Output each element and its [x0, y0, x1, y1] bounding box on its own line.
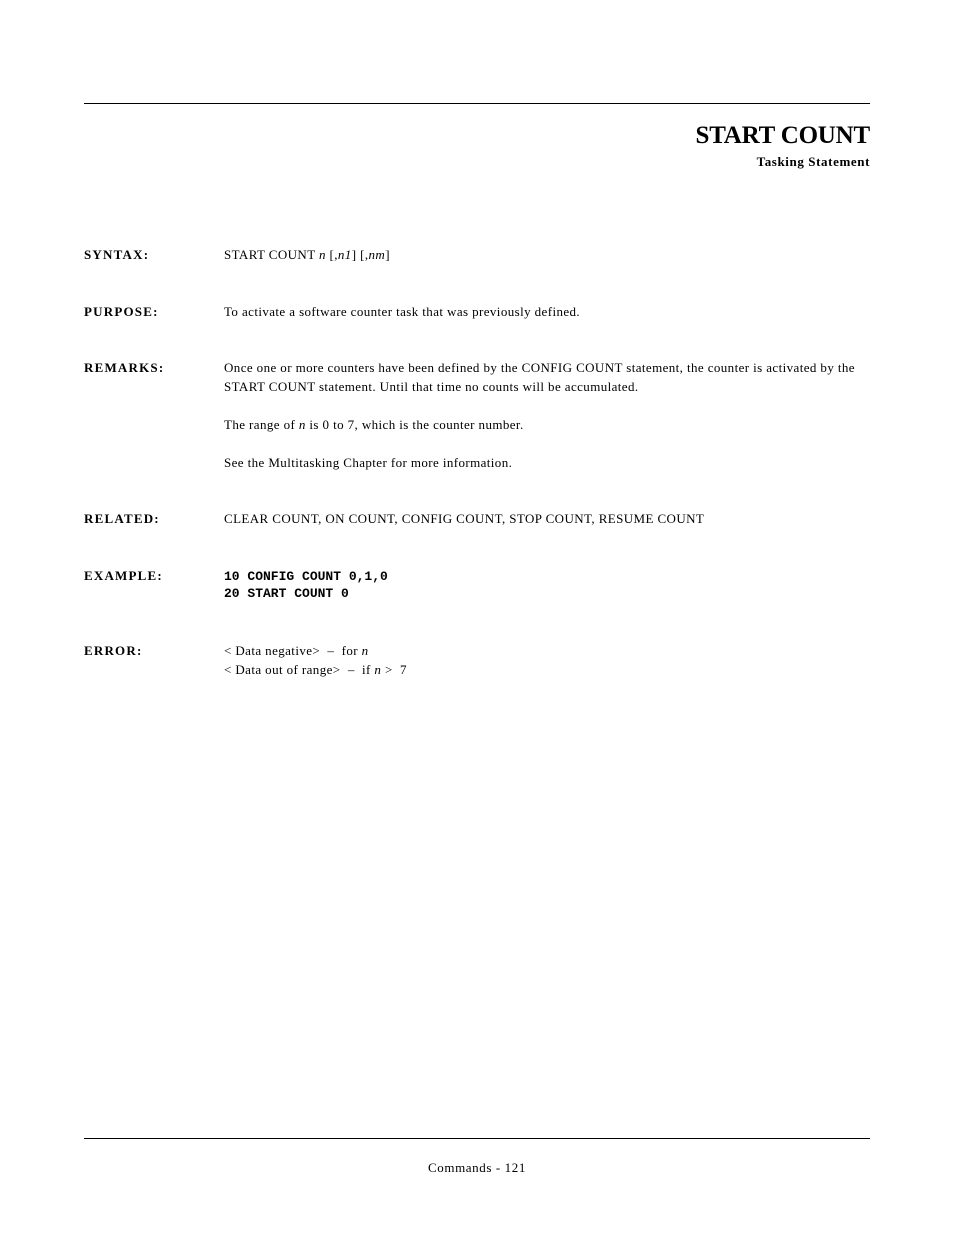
page-title: START COUNT: [695, 122, 870, 149]
related-label: RELATED:: [84, 511, 160, 526]
remarks-paragraph-3: See the Multitasking Chapter for more information.: [224, 455, 513, 470]
remarks-range-pre: The range of: [224, 417, 299, 432]
page-subtitle: Tasking Statement: [756, 154, 870, 169]
syntax-command: START COUNT: [224, 247, 319, 262]
remarks-label: REMARKS:: [84, 360, 165, 375]
error-range-var: n: [374, 662, 382, 677]
remarks-range-var: n: [298, 417, 306, 432]
error-range-text: < Data out of range> – if: [224, 662, 375, 677]
error-negative-var: n: [361, 643, 369, 658]
code-line-2: 20 START COUNT 0: [224, 586, 349, 601]
syntax-sep-1: [,: [325, 247, 338, 262]
header-rule: [84, 103, 870, 104]
syntax-close: ]: [385, 247, 390, 262]
example-label: EXAMPLE:: [84, 568, 163, 583]
remarks-range-post: is 0 to 7, which is the counter number.: [305, 417, 524, 432]
example-code: [224, 568, 388, 602]
footer-rule: [84, 1138, 870, 1139]
related-text: CLEAR COUNT, ON COUNT, CONFIG COUNT, STOP COUNT, RESUME COUNT: [224, 511, 705, 526]
error-body: [224, 641, 870, 679]
error-range-limit: > 7: [381, 662, 407, 677]
error-negative-text: < Data negative> – for: [224, 643, 362, 658]
syntax-arg-n1: n1: [337, 247, 352, 262]
code-line-1: 10 CONFIG COUNT 0,1,0: [224, 569, 388, 584]
remarks-body: [224, 358, 870, 472]
error-label: ERROR:: [84, 643, 143, 658]
error-line-1: [224, 641, 870, 660]
error-line-2: [224, 660, 870, 679]
remarks-paragraph-1: Once one or more counters have been defined by the CONFIG COUNT statement, the counter is activated by the START COUNT statement. Until that time no counts will be accumulated.: [224, 360, 855, 394]
syntax-sep-2: ] [,: [351, 247, 369, 262]
purpose-label: PURPOSE:: [84, 304, 159, 319]
purpose-text: To activate a software counter task that was previously defined.: [224, 304, 581, 319]
syntax-arg-nm: nm: [368, 247, 386, 262]
syntax-text: [224, 245, 870, 264]
syntax-arg-n: n: [318, 247, 326, 262]
page-footer: Commands - 121: [428, 1160, 526, 1175]
remarks-paragraph-2: [224, 415, 870, 434]
syntax-label: SYNTAX:: [84, 247, 150, 262]
